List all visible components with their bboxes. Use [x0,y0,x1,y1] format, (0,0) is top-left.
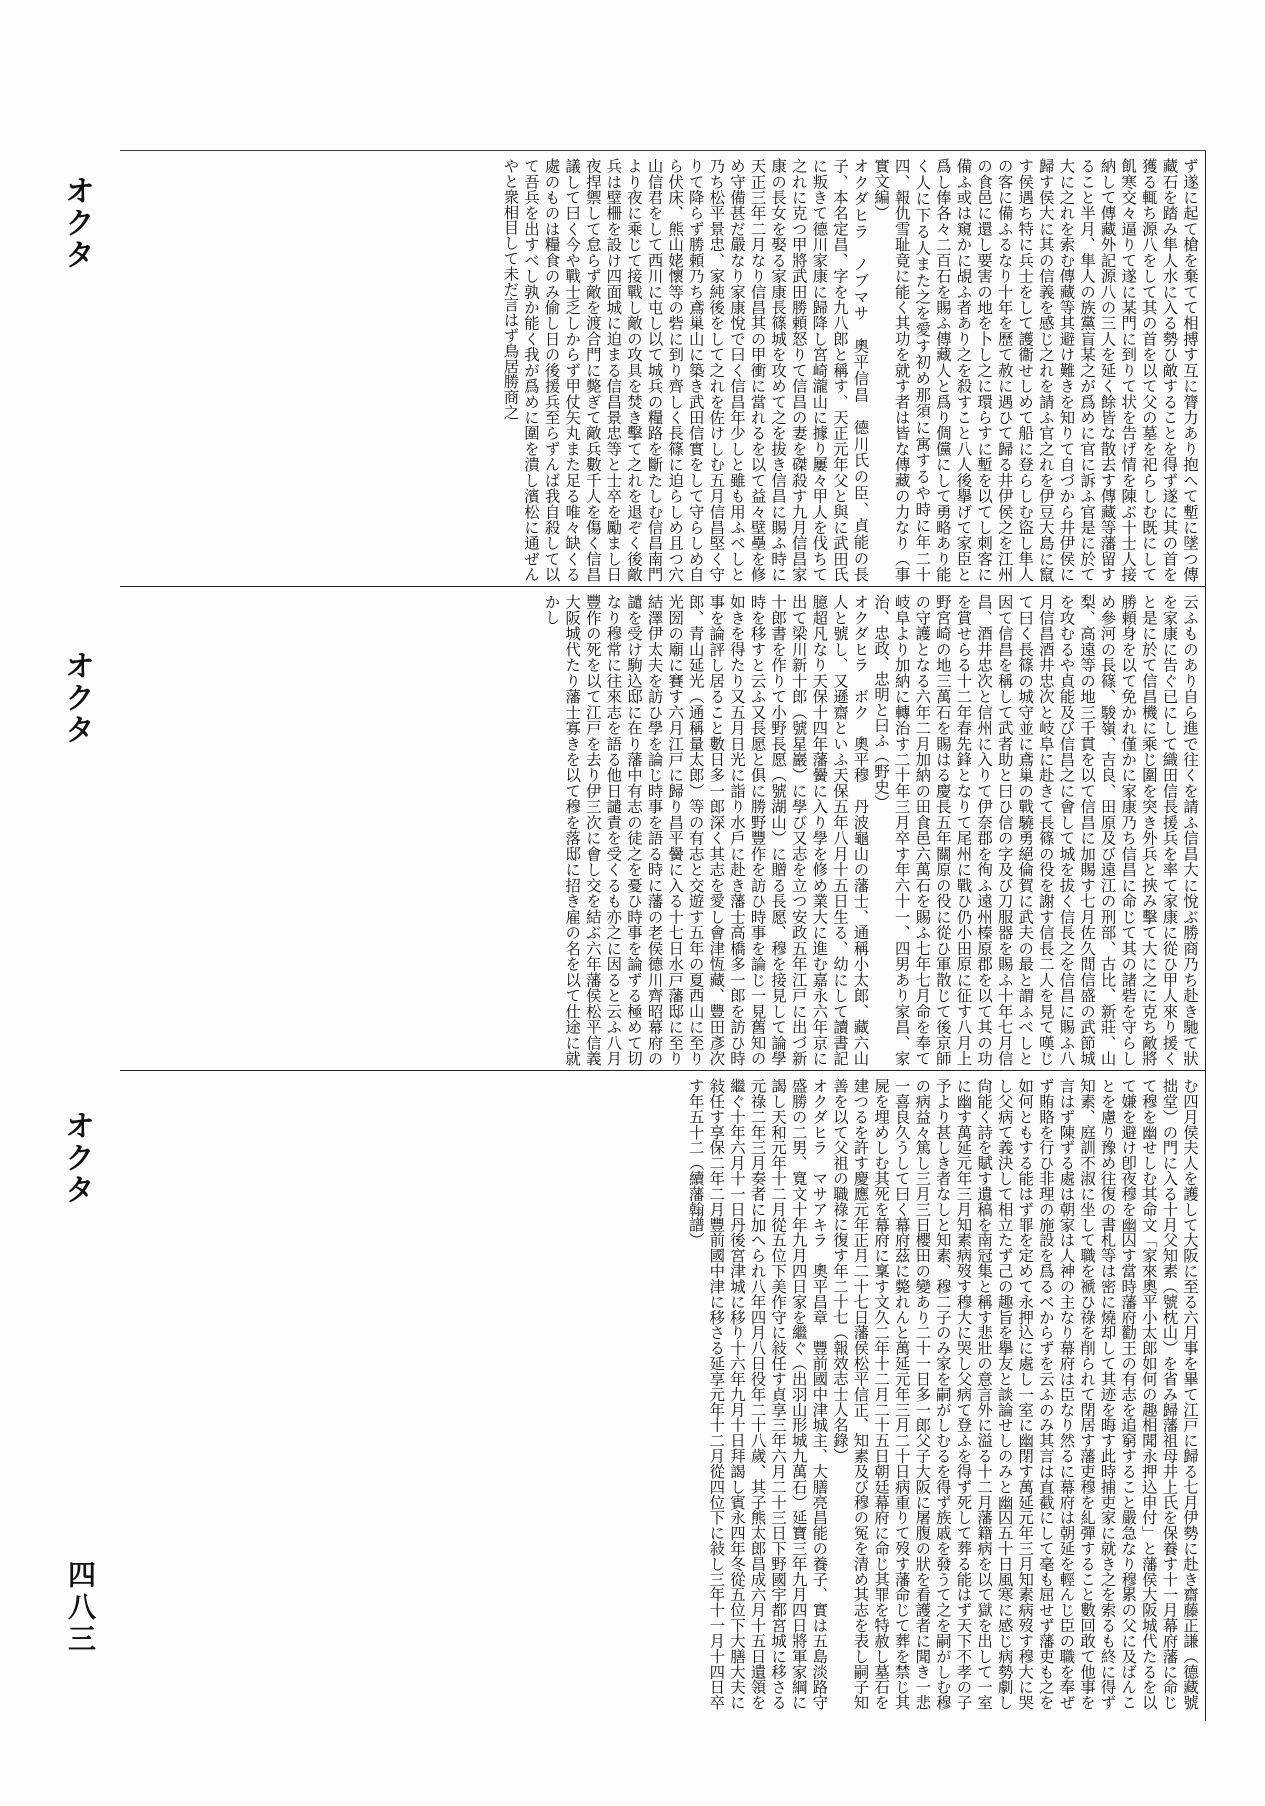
vertical-text-block [128,158,1200,582]
running-head-top: オクタ [59,175,94,271]
page-number: 四八三 [64,1560,97,1656]
paragraph: オクダヒラ マサアキラ 奧平昌章 豐前國中津城主、大膳亮昌能の養子、實は五島淡路守盛勝の二男、寬文十年九月四日家を繼ぐ（出羽山形城九萬石）延寶三年九月四日將軍家綱に謁し天和元年十二月從五位下美作守に敍任す貞享三年六月二十三日下野國宇都宮城に移さる元祿二年三月奏者に加へられ八年四月八日役年二十八歲、其子熊太郎昌成六月十五日遺領を繼ぐ十年六月十一日丹後宮津城に移り十六年九月十日拜謁し賓永四年冬從五位下大膳大夫に敍任す享保二年二月豐前國中津に移さる延享元年十二月從四位下に敍し三年十一月十四日卒す年五十二（續藩翰譜） [686,1078,829,1710]
text-section-1 [128,158,1200,582]
vertical-text-block [128,1078,1200,1710]
paragraph: オクダヒラ ノブマサ 奧平信昌 德川氏の臣、貞能の長子、本名定昌、字を九八郎と稱す、天正元年父と與に武田氏に叛きて德川家康に歸降し宮崎瀧山に據り屢々甲人を伐ちて之れに克つ甲將武田勝頼怒りて信昌の妻を磔殺す九月信昌家康の長女を娶る家康長篠城を攻めて之を拔き信昌に賜ふ時に天正三年二月なり信昌其の甲衝に當れるを以て益々壁壘を修め守備甚だ嚴なり家康悅で曰く信昌年少しと雖も用ふべしと乃ち松平景忠、家純後をして之れを佐けしむ五月信昌堅く守りて降らず勝頼乃ち鳶巢山に築き武田信實をして守らしめ自ら伏床、熊山姥懷等の砦に到り齊しく長篠に迫らしめ且つ穴山信君をして西川に屯し以て城兵の糧路を斷たしむ信昌南門より夜に乘じて接戰し敵の攻具を焚き擊て之れを退ぞく後敵兵は壁柵を設け四面城に迫まる信昌景忠等と士卒を勵まし日夜捍禦して怠らず敵を渡合門に斃ぎて敵兵數千人を傷く信昌議して曰く今や戰士乏しからず甲仗矢丸また足る唯々缺くる處のものは糧食のみ偷し日の後援兵至らずんば我自殺して以て吾兵を出すべし孰か能く我が爲めに圍を潰し濱松に通ぜんやと衆相目して未だ言はず鳥居勝商之 [501,158,870,582]
text-section-3 [128,1078,1200,1710]
paragraph: む四月侯夫人を護して大阪に至る六月事を畢て江戸に歸る七月伊勢に赴き齋藤正謙（德藏號拙堂）の門に入る十月父知素（號枕山）を省み歸藩祖母井上氏を保養す十一月幕府藩に命じて穆を幽せしむ其命文「家來奧平小太郎如何の趣相聞永押込申付」と藩侯大阪城代たるを以て嫌を避け卽夜穆を幽囚す當時藩府勸王の有志を追窮すること嚴急なり穆累の父に及ばんことを慮り豫め往復の書札等は密に燒却して其迹を晦す此時捕吏家に就き之を索るも終に得ず知素、庭訓不淑に坐して職を褫ひ祿を削られて閉居す藩吏穆を糺彈すること數回敢て他事を言はず陳ずる處は朝家は人神の主なり幕府は臣なり然るに幕府は朝延を輕んじ臣の職を奉ぜず賄賂を行ひ非理の施設を爲るべからずを云ふのみ其言は直截にして毫も屈せず藩吏も之を如何ともする能はず罪を定めて永押込に處し一室に幽閉す萬延元年三月知素病歿す穆大に哭し父病て義決して相立たず己の趣旨を擧友と談論せしのみと幽囚五十日風寒に感じ病勢劇し尙能く詩を賦す遺稿を南冠集と稱す悲壯の意言外に溢る十二月藩籍病を以て獄を出して一室に幽す萬延元年三月知素病歿す穆大に哭し父病て登ふを得ず死して葬る能はず天下不孝の子予より甚しき者なしと知素、穆二子のみ家を嗣がしむるを得ず族戚を發うて之を嗣がしむ穆の病益々篤し三月三日櫻田の變あり二十一日多一郎父子大阪に屠腹の狀を看護者に聞き一悲一喜良久うして曰く幕府茲に斃れんと萬延元年三月二十日病重りて歿す藩命じて葬を禁じ其屍を埋めしむ其死を幕府に稟す文久二年十二月二十五日朝廷幕府に命じ其罪を特赦し墓石を建つるを許す慶應元年正月二十七日藩侯松平信正、知素及び穆の冤を清め其志を表し嗣子知善を以て父祖の職祿に復す年二十七（報效志士人名錄） [830,1078,1199,1710]
running-head-bottom: オクタ [59,1110,94,1206]
text-section-2 [128,594,1200,1066]
vertical-text-block [128,594,1200,1066]
section-divider [120,1070,1205,1071]
paragraph: オクダヒラ ボク 奧平穆 丹波龜山の藩士、通稱小太郎、藏六山人と號し、又遜齋といふ天保五年八月十五日生る、幼にして讀書記臆超凡なり天保十四年藩黌に入り學を修め業大に進む嘉永六年京に出て梁川新十郎（號星巖）に學び又志を立つ安政五年江戸に出づ新十郎書を作りて小野長愿（號湖山）に贈る長愿、穆を接見して論學時を移すと云ふ又長愿と俱に勝野豐作を訪ひ時事を論じ一見舊知の如きを得たり又五月日光に詣り水戶に赴き藩士高橋多一郎を訪ひ時事を論評し居ること數日多一郎深く其志を愛し會津恆藏、豐田彥次郎、青山延光（通稱量太郎）等の有志と交遊す五年の夏西山に至り光圀の廟に賽す六月江戸に歸り昌平黌に入る十七日水戸藩邸に至り結澤伊太夫を訪ひ學を論じ時事を語る時に藩の老侯德川齊昭幕府の譴を受け駒込邸に在り藩中有志の徒之を憂ひ時事を論ずる極めて切なり穆常に往來志を語る他日譴責を受くるも亦之に因ると云ふ八月豐作の死を以て江戸を去り伊三次に會し交を結ぶ六年藩侯松平信義大阪城代たり藩士寡きを以て穆を落邸に招き雇の名を以て仕途に就かし [542,594,870,1066]
paragraph: 云ふものあり自ら進で往くを請ふ信昌大に悅ぶ勝商乃ち赴き馳て狀を家康に告ぐ已にして織田信長援兵を率て家康に從ひ甲人來り援くと是に於て信昌機に乘じ圍を突き外兵と挾み擊て大に之に克ち敵將勝頼身を以て免かれ僅かに家康乃ち信昌に命じて其の諸砦を守らしめ參河の長篠、駿嶺、吉良、田原及び遠江の刑部、古比、新莊、山梨、高遠等の地三千貫を以て信昌に加賜す七月佐久間信盛の武節城を攻むるや貞能及び信昌之に會して城を拔く信長之を信昌に賜ふ八月信昌酒井忠次と岐阜に赴きて長篠の役を謝す信長二人を見て嘆じて曰く長篠の城守並に鳶巢の戰驍勇絕倫賀に武夫の最と謂ふべしと因て信昌を稱して武者助と曰ひ信の字及び刀服器を賜ふ十年七月信昌、酒井忠次と信州に入りて伊奈郡を徇ふ遠州榛原郡を以て其の功を賞せらる十二年春先鋒となりて尾州に戰ひ仍小田原に征す八月上野宮崎の地三萬石を賜はる慶長五年關原の役に從ひ軍散じて後京師の守護となる六年二月加納の田食邑六萬石を賜ふ七年七月命を奉て岐阜より加納に轉治す二十年三月卒す年六十一、四男あり家昌、家治、忠政、忠明と曰ふ（野史） [872,594,1199,1066]
paragraph: ず遂に起て槍を棄てて相搏す互に膂力あり抱へて塹に墜つ傳藏石を踏み隼人水に入る勢ひ敵することを得ず遂に其の首を獲る輒ち源八をして其の首を以て父の墓を祀らしむ既にして飢寒交々逼りて遂に某門に到りて状を告げ情を陳ぶ十士人接納して傳藏外記源八の三人を延く餘皆な散去す傳藏等藩留すること半月、隼人の族黨盲某之が爲めに官に訴ふ官是に於て大に之れを索む傳藏等其避け難きを知りて自づから井伊侯に歸す侯大に其の信義を感じ之れを請ふ官之れを伊豆大島に竄す侯遇ち特に兵士をして護衞せしめて船に登らしむ盜し隼人の客に備ふるなり十年を歷て赦に遇ひて歸る井伊侯之を江州の食邑に還し要害の地を卜し之に環らすに塹を以てし刺客に備ふ或は窺かに覘ふ者あり之を殺すこと八人後擧げて家臣と爲し俸各々二百石を賜ふ傳藏人と爲り倜儻にして勇略あり能く人に下る人また之を愛す初め那須に寓するや時に年二十四、報仇雪耻竟に能く其功を就す者は皆な傳藏の力なり（事實文編） [872,158,1199,582]
running-head-middle: オクタ [59,650,94,746]
section-divider [120,586,1205,587]
